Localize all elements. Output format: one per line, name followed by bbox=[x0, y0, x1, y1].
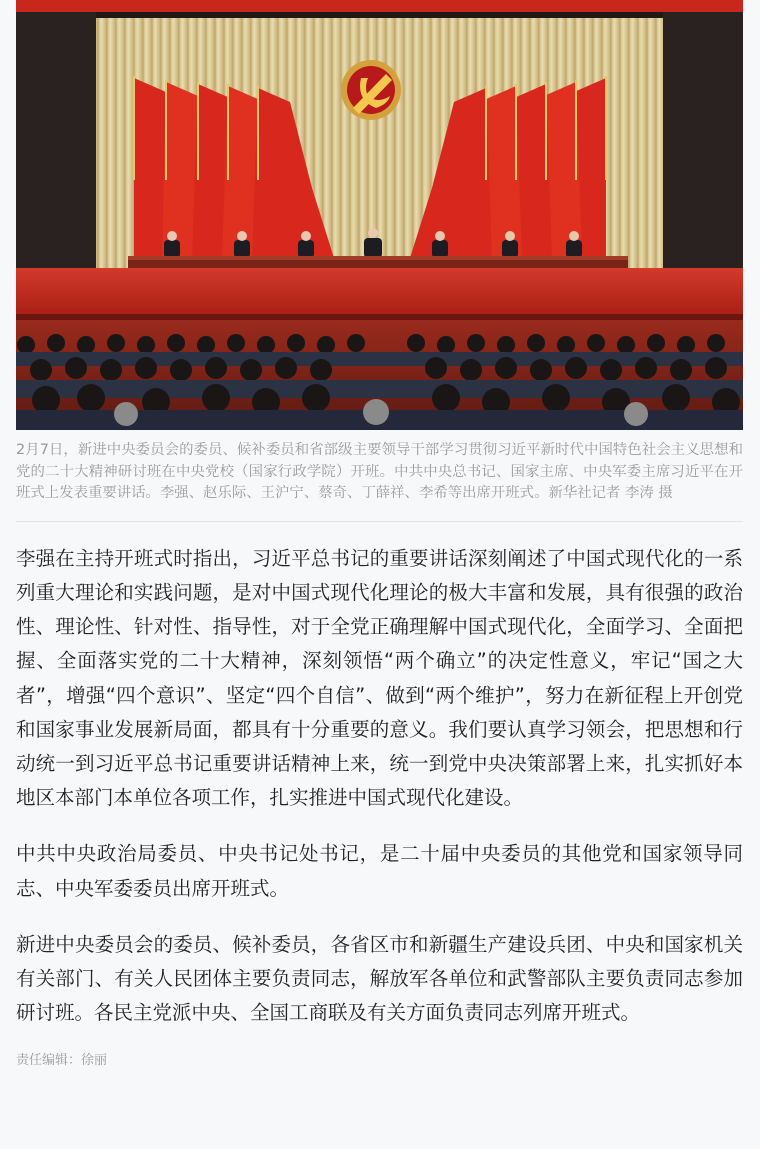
article-body bbox=[16, 542, 743, 1031]
paragraph-1: 李强在主持开班式时指出，习近平总书记的重要讲话深刻阐述了中国式现代化的一系列重大理论和实践问题，是对中国式现代化理论的极大丰富和发展，具有很强的政治性、理论性、针对性、指导性，对于全党正确理解中国式现代化，全面学习、全面把握、全面落实党的二十大精神，深刻领悟“两个确立”的决定性意义，牢记“国之大者”，增强“四个意识”、坚定“四个自信”、做到“两个维护”，努力在新征程上开创党和国家事业发展新局面，都具有十分重要的意义。我们要认真学习领会，把思想和行动统一到习近平总书记重要讲话精神上来，统一到党中央决策部署上来，扎实抓好本地区本部门本单位各项工作，扎实推进中国式现代化建设。 bbox=[16, 546, 743, 810]
article-page bbox=[16, 0, 743, 1070]
paragraph-3: 新进中央委员会的委员、候补委员，各省区市和新疆生产建设兵团、中央和国家机关有关部门、有关人民团体主要负责同志，解放军各单位和武警部队主要负责同志参加研讨班。各民主党派中央、全国工商联及有关方面负责同志列席开班式。 bbox=[16, 932, 743, 1025]
paragraph-2: 中共中央政治局委员、中央书记处书记，是二十届中央委员的其他党和国家领导同志、中央军委委员出席开班式。 bbox=[16, 842, 743, 900]
party-emblem-icon bbox=[341, 60, 401, 120]
conference-hall-photo bbox=[16, 0, 743, 430]
caption-divider bbox=[16, 521, 743, 522]
responsible-editor: 责任编辑：徐丽 bbox=[16, 1053, 108, 1069]
photo-caption: 2月7日，新进中央委员会的委员、候补委员和省部级主要领导干部学习贯彻习近平新时代中国特色社会主义思想和党的二十大精神研讨班在中央党校（国家行政学院）开班。中共中央总书记、国家主席、中央军委主席习近平在开班式上发表重要讲话。李强、赵乐际、王沪宁、蔡奇、丁薛祥、李希等出席开班式。新华社记者 李涛 摄 bbox=[16, 442, 743, 502]
